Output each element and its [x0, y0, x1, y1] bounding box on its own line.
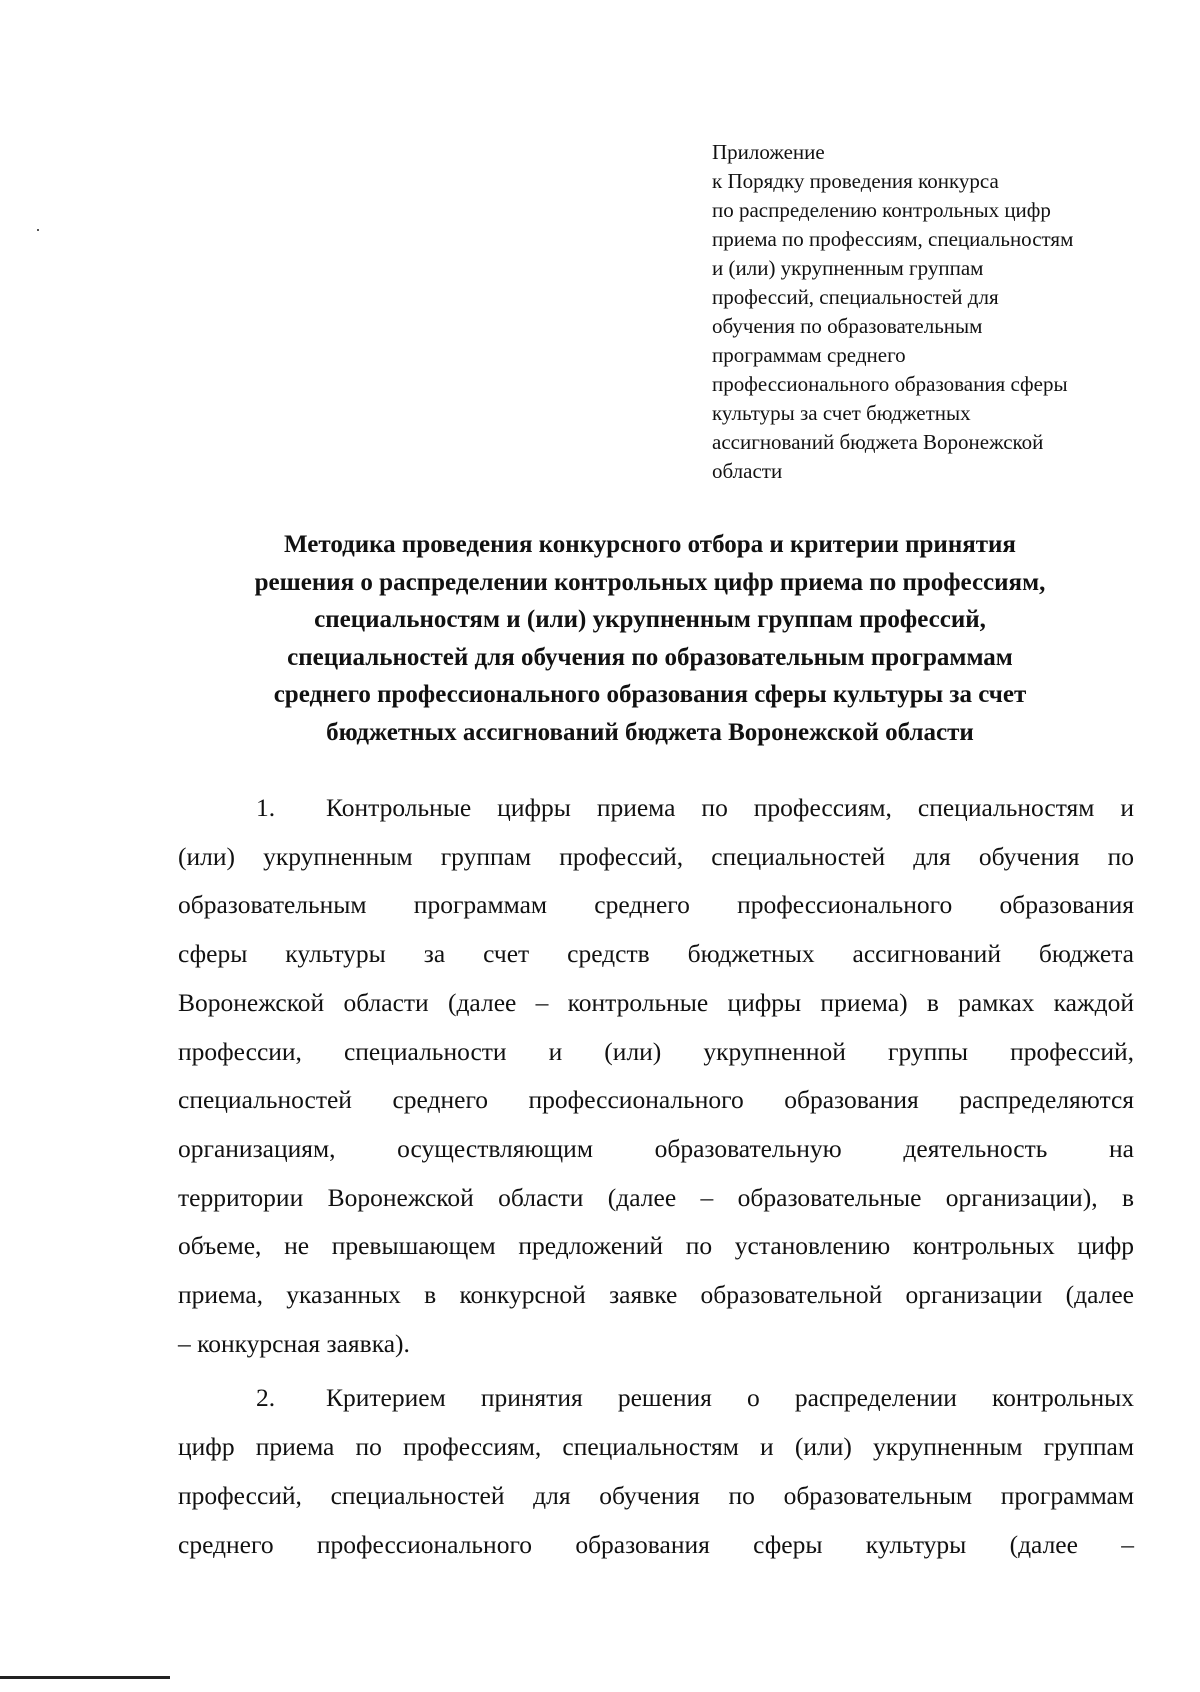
- paragraph-line: сферы культуры за счет средств бюджетных ассигнований бюджета: [178, 939, 1134, 969]
- title-line: бюджетных ассигнований бюджета Воронежской области: [326, 718, 974, 746]
- paragraph-line: специальностей среднего профессионального образования распределяются: [178, 1085, 1134, 1115]
- paragraph-line: образовательным программам среднего профессионального образования: [178, 890, 1134, 920]
- paragraph-line: цифр приема по профессиям, специальностям и (или) укрупненным группам: [178, 1432, 1134, 1462]
- paragraph-line: Воронежской области (далее – контрольные цифры приема) в рамках каждой: [178, 987, 1134, 1017]
- title-line: решения о распределении контрольных цифр приема по профессиям,: [254, 568, 1046, 596]
- scan-speck: [37, 229, 39, 231]
- appendix-line: области: [712, 459, 783, 483]
- appendix-line: культуры за счет бюджетных: [712, 401, 971, 425]
- appendix-note: [712, 138, 1152, 486]
- appendix-line: ассигнований бюджета Воронежской: [712, 430, 1044, 454]
- paragraph-line: – конкурсная заявка).: [178, 1328, 410, 1358]
- paragraph-line: объеме, не превышающем предложений по установлению контрольных цифр: [178, 1231, 1134, 1261]
- paragraph-line-text: Контрольные цифры приема по профессиям, специальностям и: [326, 793, 1134, 822]
- appendix-line: по распределению контрольных цифр: [712, 198, 1051, 222]
- appendix-line: профессий, специальностей для: [712, 285, 999, 309]
- paragraph-line: профессий, специальностей для обучения по образовательным программам: [178, 1480, 1134, 1510]
- paragraph-line: территории Воронежской области (далее – образовательные организации), в: [178, 1182, 1134, 1212]
- appendix-line: приема по профессиям, специальностям: [712, 227, 1074, 251]
- appendix-line: и (или) укрупненным группам: [712, 256, 984, 280]
- appendix-line: профессионального образования сферы: [712, 372, 1068, 396]
- paragraph-2: [178, 1374, 1134, 1569]
- paragraph-number: 2.: [256, 1383, 276, 1413]
- appendix-line: к Порядку проведения конкурса: [712, 169, 999, 193]
- paragraph-line: организациям, осуществляющим образовательную деятельность на: [178, 1133, 1134, 1163]
- document-title: [170, 526, 1130, 752]
- paragraph-number: 1.: [256, 793, 276, 822]
- paragraph-line: приема, указанных в конкурсной заявке образовательной организации (далее: [178, 1280, 1134, 1310]
- appendix-line: программам среднего: [712, 343, 906, 367]
- paragraph-line: [178, 784, 1134, 833]
- title-line: специальностям и (или) укрупненным группам профессий,: [314, 606, 986, 634]
- paragraph-line: (или) укрупненным группам профессий, специальностей для обучения по: [178, 841, 1134, 871]
- paragraph-1: [178, 784, 1134, 1368]
- paragraph-line: профессии, специальности и (или) укрупненной группы профессий,: [178, 1036, 1134, 1066]
- appendix-line: обучения по образовательным: [712, 314, 983, 338]
- title-line: специальностей для обучения по образовательным программам: [287, 643, 1013, 671]
- paragraph-line-text: Критерием принятия решения о распределении контрольных: [326, 1383, 1134, 1413]
- footnote-separator: [0, 1676, 170, 1679]
- title-line: среднего профессионального образования сферы культуры за счет: [273, 681, 1027, 709]
- appendix-line: Приложение: [712, 140, 825, 164]
- paragraph-line: среднего профессионального образования сферы культуры (далее –: [178, 1529, 1134, 1559]
- paragraph-line: [178, 1374, 1134, 1423]
- document-body: [178, 784, 1134, 1569]
- title-line: Методика проведения конкурсного отбора и критерии принятия: [284, 531, 1016, 558]
